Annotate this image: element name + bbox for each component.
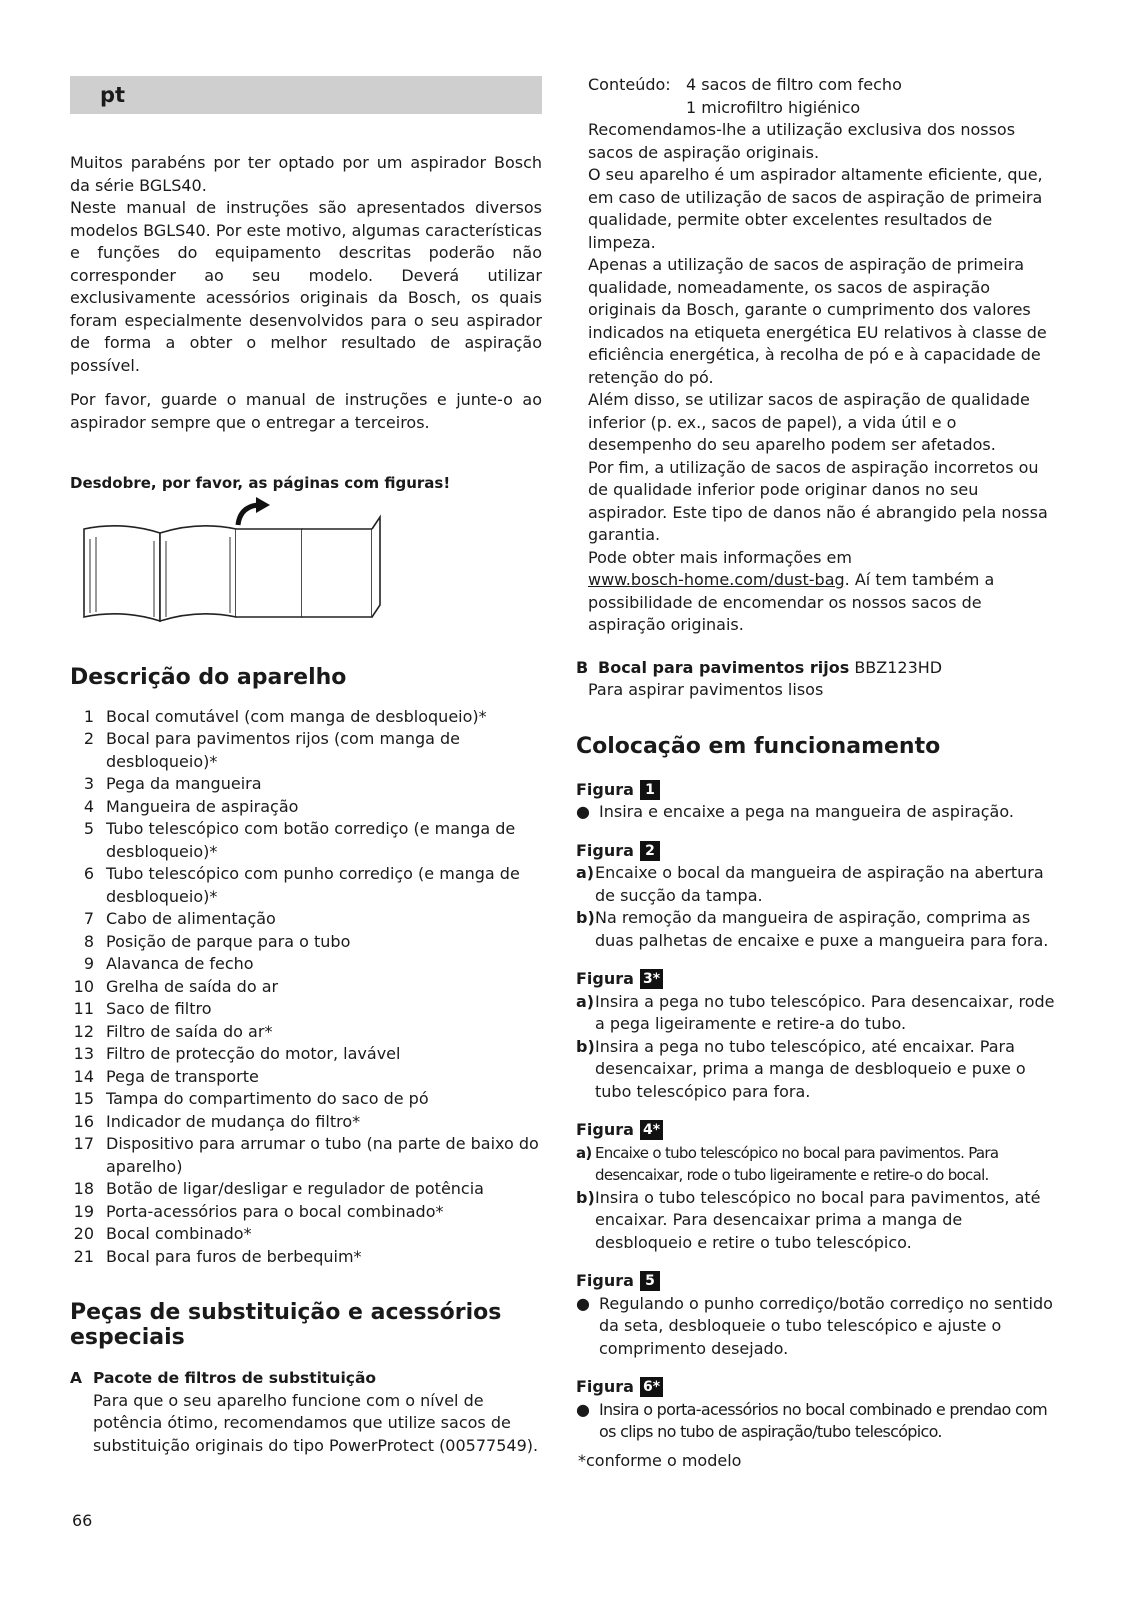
inferior-bags-paragraph: Além disso, se utilizar sacos de aspiração de qualidade inferior (p. ex., sacos de papel), a vida útil e o desempenho do seu aparelho podem ser afetados. (588, 390, 1030, 454)
description-item (70, 863, 542, 908)
intro-paragraph-3: Por favor, guarde o manual de instruções e junte-o ao aspirador sempre que o entregar a terceiros. (70, 390, 542, 432)
description-item (70, 953, 542, 976)
description-item-number: 20 (73, 1224, 94, 1243)
description-item-text: Tampa do compartimento do saco de pó (106, 1089, 429, 1108)
operation-section (576, 734, 1058, 1473)
description-item-number: 15 (73, 1089, 94, 1108)
figure-2-b-text: Na remoção da mangueira de aspiração, comprima as duas palhetas de encaixe e puxe a mangueira para fora. (595, 908, 1049, 950)
bullet-icon: ● (576, 1293, 590, 1313)
figure-6-label (576, 1376, 1058, 1399)
description-item (70, 818, 542, 863)
step-b-label: b) (576, 1036, 595, 1056)
description-item-number: 14 (73, 1066, 94, 1086)
description-item-number: 3 (83, 774, 94, 793)
description-item-number: 11 (73, 999, 94, 1018)
step-b-label: b) (576, 908, 595, 927)
description-item-text: Pega da mangueira (106, 774, 262, 793)
figure-1-text: Insira e encaixe a pega na mangueira de aspiração. (599, 802, 1014, 821)
figure-3-b-text: Insira a pega no tubo telescópico, até encaixar. Para desencaixar, prima a manga de desbloqueio e puxe o tubo telescópico para fora. (595, 1036, 1026, 1101)
spare-a-letter: A (70, 1369, 82, 1387)
spare-b-row (576, 657, 1058, 680)
figure-1-number: 1 (640, 780, 660, 800)
description-item-number: 17 (73, 1134, 94, 1153)
description-item (70, 1043, 542, 1066)
step-b-label: b) (576, 1187, 595, 1207)
content-item-2: 1 microfiltro higiénico (686, 97, 861, 117)
figure-6-text: Insira o porta-acessórios no bocal combinado e prendao com os clips no tubo de aspiração/tubo telescópico. (599, 1399, 1048, 1441)
figure-2-number: 2 (640, 841, 660, 861)
intro-paragraph-1: Muitos parabéns por ter optado por um aspirador Bosch da série BGLS40. (70, 153, 542, 195)
description-item-number: 7 (83, 909, 94, 928)
description-item-number: 18 (73, 1179, 94, 1198)
description-item (70, 1133, 542, 1178)
description-item-number: 1 (83, 706, 94, 726)
description-item (70, 706, 542, 729)
figure-4-step-a (576, 1142, 1058, 1187)
spare-b-code: BBZ123HD (854, 657, 943, 677)
bullet-icon: ● (576, 1399, 590, 1419)
description-item-number: 9 (83, 954, 94, 973)
figure-4-b-text: Insira o tubo telescópico no bocal para pavimentos, até encaixar. Para desencaixar prima a manga de desbloqueio e retire o tubo telescópico. (595, 1187, 1041, 1252)
more-info-paragraph (588, 547, 1058, 637)
description-item-number: 19 (73, 1201, 94, 1221)
content-label: Conteúdo: (588, 75, 671, 94)
figure-2-a-text: Encaixe o bocal da mangueira de aspiração na abertura de sucção da tampa. (595, 863, 1044, 905)
figure-4-step-b (576, 1187, 1058, 1255)
description-item (70, 976, 542, 999)
description-item-number: 2 (83, 729, 94, 748)
description-item-text: Bocal combinado* (106, 1224, 252, 1243)
figure-3-a-text: Insira a pega no tubo telescópico. Para desencaixar, rode a pega ligeiramente e retire-a do tubo. (595, 991, 1055, 1033)
left-column (70, 76, 542, 1457)
description-item-text: Tubo telescópico com botão corrediço (e manga de desbloqueio)* (106, 819, 516, 861)
spare-b-letter: B (576, 657, 589, 677)
figure-6-bullet (576, 1399, 1058, 1444)
figure-2-step-b (576, 907, 1058, 952)
energy-label-paragraph: Apenas a utilização de sacos de aspiração de primeira qualidade, nomeadamente, os sacos de aspiração originais da Bosch, garante o cumprimento dos valores indicados na etiqueta energética EU relativos à classe de eficiência energética, à recolha de pó e à capacidade de retenção do pó. (588, 255, 1047, 387)
spare-b-title: Bocal para pavimentos rijos (598, 657, 850, 677)
spare-a-title-row (70, 1367, 542, 1390)
figure-label-text: Figura (576, 969, 634, 988)
description-item-text: Bocal para furos de berbequim* (106, 1246, 362, 1266)
figure-3-number: 3* (640, 969, 663, 989)
figure-4-a-text: Encaixe o tubo telescópico no bocal para pavimentos. Para desencaixar, rode o tubo ligeiramente e retire-o do bocal. (595, 1143, 999, 1184)
description-item (70, 1223, 542, 1246)
description-item (70, 728, 542, 773)
description-item-text: Dispositivo para arrumar o tubo (na parte de baixo do aparelho) (106, 1134, 539, 1176)
figure-label-text: Figura (576, 779, 634, 799)
description-item-number: 13 (73, 1044, 94, 1063)
figure-6-number: 6* (640, 1377, 663, 1397)
bullet-icon: ● (576, 802, 590, 821)
description-item-text: Filtro de protecção do motor, lavável (106, 1044, 401, 1063)
language-label: pt (100, 83, 126, 107)
figure-label-text: Figura (576, 1120, 634, 1139)
description-item (70, 1201, 542, 1224)
content-row-1 (588, 74, 1058, 97)
figure-5-text: Regulando o punho corrediço/botão corrediço no sentido da seta, desbloqueie o tubo telescópico e ajuste o comprimento desejado. (599, 1293, 1053, 1358)
description-item-number: 5 (83, 819, 94, 838)
figure-label-text: Figura (576, 1271, 634, 1290)
footnote: *conforme o modelo (578, 1450, 742, 1470)
dust-bag-link[interactable]: www.bosch-home.com/dust-bag (588, 570, 845, 589)
recommend-paragraph: Recomendamos-lhe a utilização exclusiva dos nossos sacos de aspiração originais. (588, 120, 1016, 162)
spare-a-text: Para que o seu aparelho funcione com o nível de potência ótimo, recomendamos que utilize sacos de substituição originais do tipo PowerProtect (00577549). (93, 1390, 539, 1455)
figure-label-text: Figura (576, 840, 634, 860)
figure-5-label (576, 1270, 1058, 1293)
description-item-number: 4 (83, 796, 94, 816)
page-number: 66 (72, 1511, 93, 1530)
description-item-number: 16 (73, 1111, 94, 1131)
figure-5-number: 5 (640, 1271, 660, 1291)
efficiency-paragraph: O seu aparelho é um aspirador altamente eficiente, que, em caso de utilização de sacos de aspiração de primeira qualidade, permite obter excelentes resultados de limpeza. (588, 165, 1043, 252)
description-item-number: 12 (73, 1021, 94, 1041)
description-item (70, 1111, 542, 1134)
intro-paragraph-2: Neste manual de instruções são apresentados diversos modelos BGLS40. Por este motivo, algumas características e funções do equipamento descritas poderão não corresponder ao seu modelo. Deverá utilizar exclusivamente acessórios originais da Bosch, os quais foram especialmente desenvolvidos para o seu aspirador de forma a obter o melhor resultado de aspiração possível. (70, 198, 542, 375)
description-item (70, 1246, 542, 1269)
operation-heading: Colocação em funcionamento (576, 733, 941, 759)
warranty-paragraph: Por fim, a utilização de sacos de aspiração incorretos ou de qualidade inferior pode originar danos no seu aspirador. Este tipo de danos não é abrangido pela nossa garantia. (588, 457, 1048, 544)
spare-a-title: Pacote de filtros de substituição (93, 1369, 377, 1387)
figure-1-bullet (576, 801, 1058, 824)
description-item-text: Alavanca de fecho (106, 954, 254, 973)
description-item-text: Cabo de alimentação (106, 909, 276, 928)
step-a-label: a) (576, 991, 595, 1011)
unfold-note: Desdobre, por favor, as páginas com figuras! (70, 474, 451, 492)
description-item-text: Indicador de mudança do filtro* (106, 1111, 361, 1131)
description-item-number: 21 (73, 1246, 94, 1266)
description-item-text: Mangueira de aspiração (106, 796, 299, 816)
description-item (70, 931, 542, 954)
figure-3-step-b (576, 1036, 1058, 1104)
description-item (70, 773, 542, 796)
description-item-text: Botão de ligar/desligar e regulador de potência (106, 1179, 484, 1198)
step-a-label: a) (576, 1143, 592, 1162)
content-item-1: 4 sacos de filtro com fecho (686, 75, 902, 94)
description-item-text: Grelha de saída do ar (106, 976, 279, 996)
description-item (70, 1021, 542, 1044)
description-heading: Descrição do aparelho (70, 664, 347, 690)
description-item-text: Bocal para pavimentos rijos (com manga de desbloqueio)* (106, 729, 461, 771)
description-item (70, 1066, 542, 1089)
description-item-number: 8 (83, 931, 94, 951)
figure-5-bullet (576, 1293, 1058, 1361)
description-item-text: Posição de parque para o tubo (106, 931, 351, 951)
description-item-text: Porta-acessórios para o bocal combinado* (106, 1201, 444, 1221)
order-text: . Aí tem também a possibilidade de encomendar os nossos sacos de aspiração originais. (588, 570, 995, 634)
figure-2-step-a (576, 862, 1058, 907)
figure-1-label (576, 779, 1058, 802)
figure-label-text: Figura (576, 1377, 634, 1396)
description-item-text: Tubo telescópico com punho corrediço (e manga de desbloqueio)* (106, 864, 520, 906)
description-item (70, 796, 542, 819)
description-item-number: 6 (83, 864, 94, 883)
description-item-text: Filtro de saída do ar* (106, 1021, 273, 1041)
description-item (70, 1178, 542, 1201)
step-a-label: a) (576, 863, 595, 882)
language-bar (70, 76, 542, 114)
figure-4-label (576, 1119, 1058, 1142)
more-info-text: Pode obter mais informações em (588, 547, 852, 567)
spares-heading: Peças de substituição e acessórios especiais (70, 1300, 502, 1350)
figure-3-step-a (576, 991, 1058, 1036)
right-column (576, 75, 1058, 1472)
figure-4-number: 4* (640, 1120, 663, 1140)
description-item-text: Saco de filtro (106, 999, 212, 1018)
unfold-pages-illustration (80, 497, 400, 623)
description-item-text: Bocal comutável (com manga de desbloqueio)* (106, 706, 487, 726)
spare-b-text: Para aspirar pavimentos lisos (588, 680, 824, 699)
figure-2-label (576, 840, 1058, 863)
description-item (70, 908, 542, 931)
description-item-number: 10 (73, 976, 94, 996)
description-item-text: Pega de transporte (106, 1066, 259, 1086)
figure-3-label (576, 968, 1058, 991)
description-item (70, 998, 542, 1021)
description-item (70, 1088, 542, 1111)
description-list (70, 706, 542, 1269)
